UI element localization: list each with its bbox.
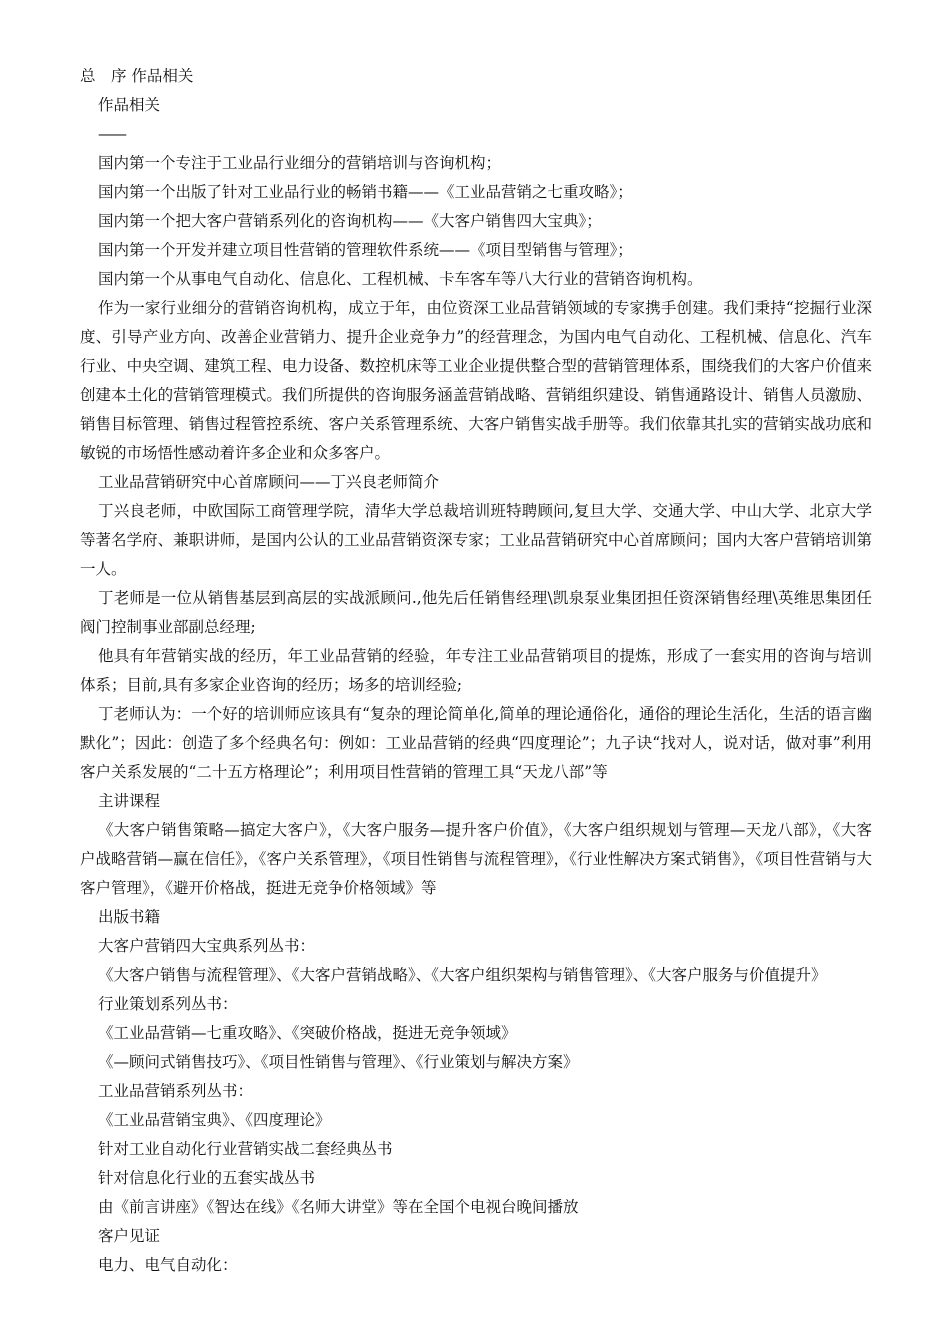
book-series-items: 《大客户销售与流程管理》、《大客户营销战略》、《大客户组织架构与销售管理》、《大客户服务与价值提升》: [98, 966, 827, 984]
divider-dash: ——: [98, 125, 125, 143]
teacher-paragraph: 他具有年营销实战的经历，年工业品营销的经验，年专注工业品营销项目的提炼，形成了一套实用的咨询与培训体系；目前,具有多家企业咨询的经历；场多的培训经验;: [80, 647, 872, 694]
tv-broadcast-line: 由《前言讲座》《智达在线》《名师大讲堂》等在全国个电视台晚间播放: [98, 1198, 579, 1216]
first-claim-item: 国内第一个专注于工业品行业细分的营销培训与咨询机构；: [98, 154, 502, 172]
book-series-title: 行业策划系列丛书：: [98, 995, 238, 1013]
intro-paragraph: 作为一家行业细分的营销咨询机构，成立于年，由位资深工业品营销领域的专家携手创建。我们秉持“挖掘行业深度、引导产业方向、改善企业营销力、提升企业竞争力”的经营理念，为国内电气自动化、工程机械、信息化、汽车行业、中央空调、建筑工程、电力设备、数控机床等工业企业提供整合型的营销管理体系，围绕我们的大客户价值来创建本土化的营销管理模式。我们所提供的咨询服务涵盖营销战略、营销组织建设、销售通路设计、销售人员激励、销售目标管理、销售过程管控系统、客户关系管理系统、大客户销售实战手册等。我们依靠其扎实的营销实战功底和敏锐的市场悟性感动着许多企业和众多客户。: [80, 299, 872, 462]
first-claim-item: 国内第一个从事电气自动化、信息化、工程机械、卡车客车等八大行业的营销咨询机构。: [98, 270, 703, 288]
first-claim-item: 国内第一个出版了针对工业品行业的畅销书籍——《工业品营销之七重攻略》；: [98, 183, 633, 201]
books-heading: 出版书籍: [98, 908, 161, 926]
teacher-paragraph: 丁兴良老师，中欧国际工商管理学院，清华大学总裁培训班特聘顾问,复旦大学、交通大学、中山大学、北京大学等著名学府、兼职讲师，是国内公认的工业品营销资深专家；工业品营销研究中心首席顾问；国内大客户营销培训第一人。: [80, 502, 872, 578]
courses-paragraph: 《大客户销售策略—搞定大客户》，《大客户服务—提升客户价值》，《大客户组织规划与管理—天龙八部》，《大客户战略营销—赢在信任》，《客户关系管理》，《项目性销售与流程管理》，《行业性解决方案式销售》，《项目性营销与大客户管理》，《避开价格战，挺进无竞争价格领域》等: [80, 821, 872, 897]
page-header: 总 序 作品相关: [80, 67, 194, 85]
courses-heading: 主讲课程: [98, 792, 161, 810]
book-extra: 针对工业自动化行业营销实战二套经典丛书: [98, 1140, 393, 1158]
book-series-items: 《—顾问式销售技巧》、《项目性销售与管理》、《行业策划与解决方案》: [98, 1053, 579, 1071]
teacher-paragraph: 丁老师认为：一个好的培训师应该具有“复杂的理论简单化,简单的理论通俗化，通俗的理论生活化，生活的语言幽默化”；因此：创造了多个经典名句：例如：工业品营销的经典“四度理论”；九子诀“找对人，说对话，做对事”利用客户关系发展的“二十五方格理论”；利用项目性营销的管理工具“天龙八部”等: [80, 705, 872, 781]
section-title: 作品相关: [98, 96, 161, 114]
clients-subheading: 电力、电气自动化：: [98, 1256, 238, 1274]
teacher-heading: 工业品营销研究中心首席顾问——丁兴良老师简介: [98, 473, 440, 491]
book-series-title: 大客户营销四大宝典系列丛书：: [98, 937, 316, 955]
clients-heading: 客户见证: [98, 1227, 161, 1245]
first-claim-item: 国内第一个把大客户营销系列化的咨询机构——《大客户销售四大宝典》；: [98, 212, 602, 230]
book-series-items: 《工业品营销—七重攻略》、《突破价格战，挺进无竞争领域》: [98, 1024, 517, 1042]
teacher-paragraph: 丁老师是一位从销售基层到高层的实战派顾问.,他先后任销售经理\凯泉泵业集团担任资深销售经理\英维思集团任阀门控制事业部副总经理;: [80, 589, 872, 636]
document-page: [80, 62, 872, 1280]
book-extra: 针对信息化行业的五套实战丛书: [98, 1169, 316, 1187]
book-series-items: 《工业品营销宝典》、《四度理论》: [98, 1111, 331, 1129]
book-series-title: 工业品营销系列丛书：: [98, 1082, 254, 1100]
first-claim-item: 国内第一个开发并建立项目性营销的管理软件系统——《项目型销售与管理》；: [98, 241, 633, 259]
